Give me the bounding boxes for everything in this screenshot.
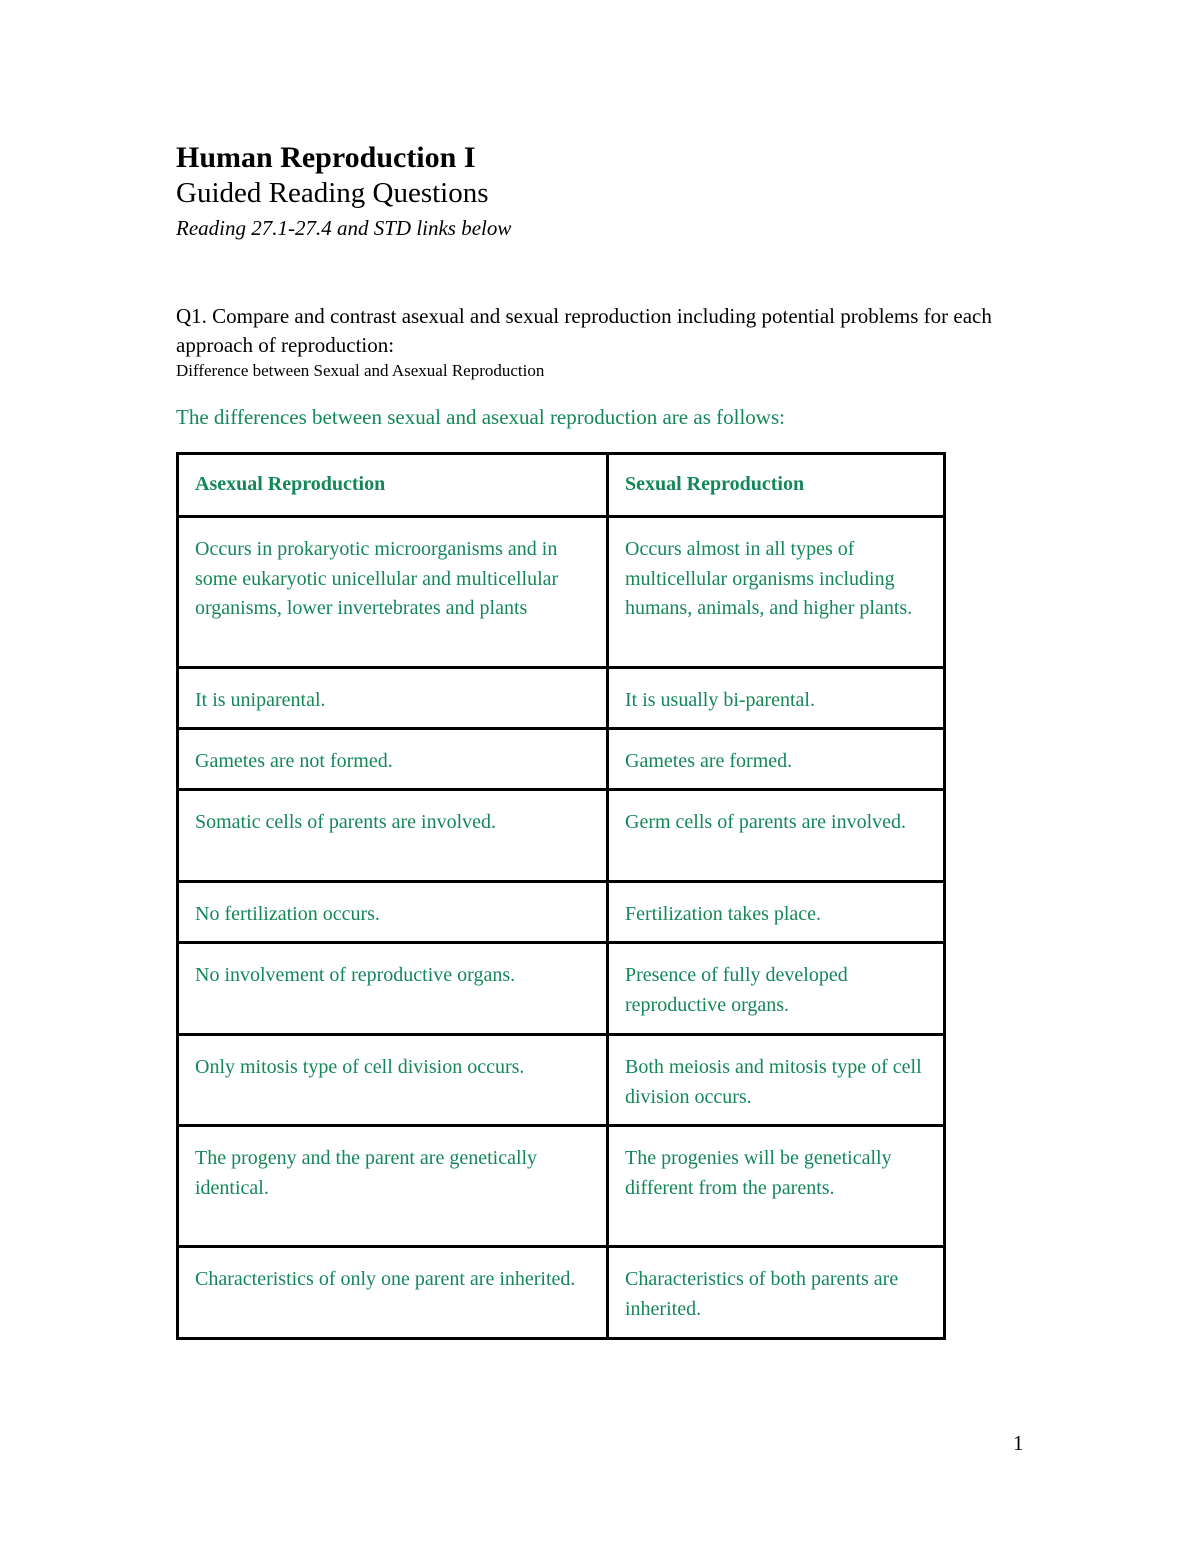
cell-text: Characteristics of both parents are inherited.	[625, 1268, 899, 1320]
asexual-cell	[178, 790, 608, 882]
table-row	[178, 668, 945, 729]
cell-text: Presence of fully developed reproductive organs.	[625, 964, 848, 1016]
cell-text: Gametes are not formed.	[195, 750, 393, 772]
cell-text: Occurs in prokaryotic microorganisms and in some eukaryotic unicellular and multicellular organisms, lower invertebrates and plants	[195, 538, 559, 619]
asexual-cell	[178, 1126, 608, 1247]
document-subtitle: Guided Reading Questions	[176, 177, 489, 209]
cell-text: No fertilization occurs.	[195, 903, 380, 925]
sexual-cell	[608, 1035, 945, 1126]
table-row	[178, 882, 945, 943]
sexual-cell	[608, 729, 945, 790]
cell-text: Both meiosis and mitosis type of cell division occurs.	[625, 1056, 922, 1108]
asexual-cell	[178, 882, 608, 943]
table-row	[178, 729, 945, 790]
cell-text: Only mitosis type of cell division occurs.	[195, 1056, 525, 1078]
asexual-cell	[178, 1035, 608, 1126]
document-title: Human Reproduction I	[176, 141, 476, 174]
table-header-row	[178, 454, 945, 517]
page-number: 1	[1013, 1431, 1024, 1455]
cell-text: The progeny and the parent are genetically identical.	[195, 1147, 538, 1199]
table-body	[178, 517, 945, 1339]
table-row	[178, 790, 945, 882]
sexual-cell	[608, 1126, 945, 1247]
sexual-cell	[608, 790, 945, 882]
reading-note: Reading 27.1-27.4 and STD links below	[176, 216, 512, 240]
header-sexual: Sexual Reproduction	[608, 454, 945, 517]
difference-heading: Difference between Sexual and Asexual Reproduction	[176, 361, 545, 380]
table-row	[178, 943, 945, 1035]
cell-text: It is uniparental.	[195, 689, 326, 711]
table-row	[178, 1126, 945, 1247]
table-row	[178, 1247, 945, 1339]
table-row	[178, 1035, 945, 1126]
intro-text: The differences between sexual and asexual reproduction are as follows:	[176, 405, 785, 429]
sexual-cell	[608, 943, 945, 1035]
cell-text: No involvement of reproductive organs.	[195, 964, 516, 986]
cell-text: Fertilization takes place.	[625, 903, 822, 925]
cell-text: Occurs almost in all types of multicellular organisms including humans, animals, and higher plants.	[625, 538, 913, 619]
cell-text: The progenies will be genetically different from the parents.	[625, 1147, 892, 1199]
sexual-cell	[608, 882, 945, 943]
sexual-cell	[608, 1247, 945, 1339]
asexual-cell	[178, 729, 608, 790]
cell-text: Gametes are formed.	[625, 750, 793, 772]
asexual-cell	[178, 668, 608, 729]
comparison-table	[176, 452, 946, 1340]
asexual-cell	[178, 517, 608, 668]
question-1: Q1. Compare and contrast asexual and sexual reproduction including potential problems for each approach of reproduction:	[176, 304, 992, 357]
table-row	[178, 517, 945, 668]
sexual-cell	[608, 668, 945, 729]
cell-text: It is usually bi-parental.	[625, 689, 815, 711]
sexual-cell	[608, 517, 945, 668]
cell-text: Germ cells of parents are involved.	[625, 811, 907, 833]
cell-text: Somatic cells of parents are involved.	[195, 811, 497, 833]
asexual-cell	[178, 943, 608, 1035]
cell-text: Characteristics of only one parent are inherited.	[195, 1268, 576, 1290]
asexual-cell	[178, 1247, 608, 1339]
header-asexual: Asexual Reproduction	[178, 454, 608, 517]
